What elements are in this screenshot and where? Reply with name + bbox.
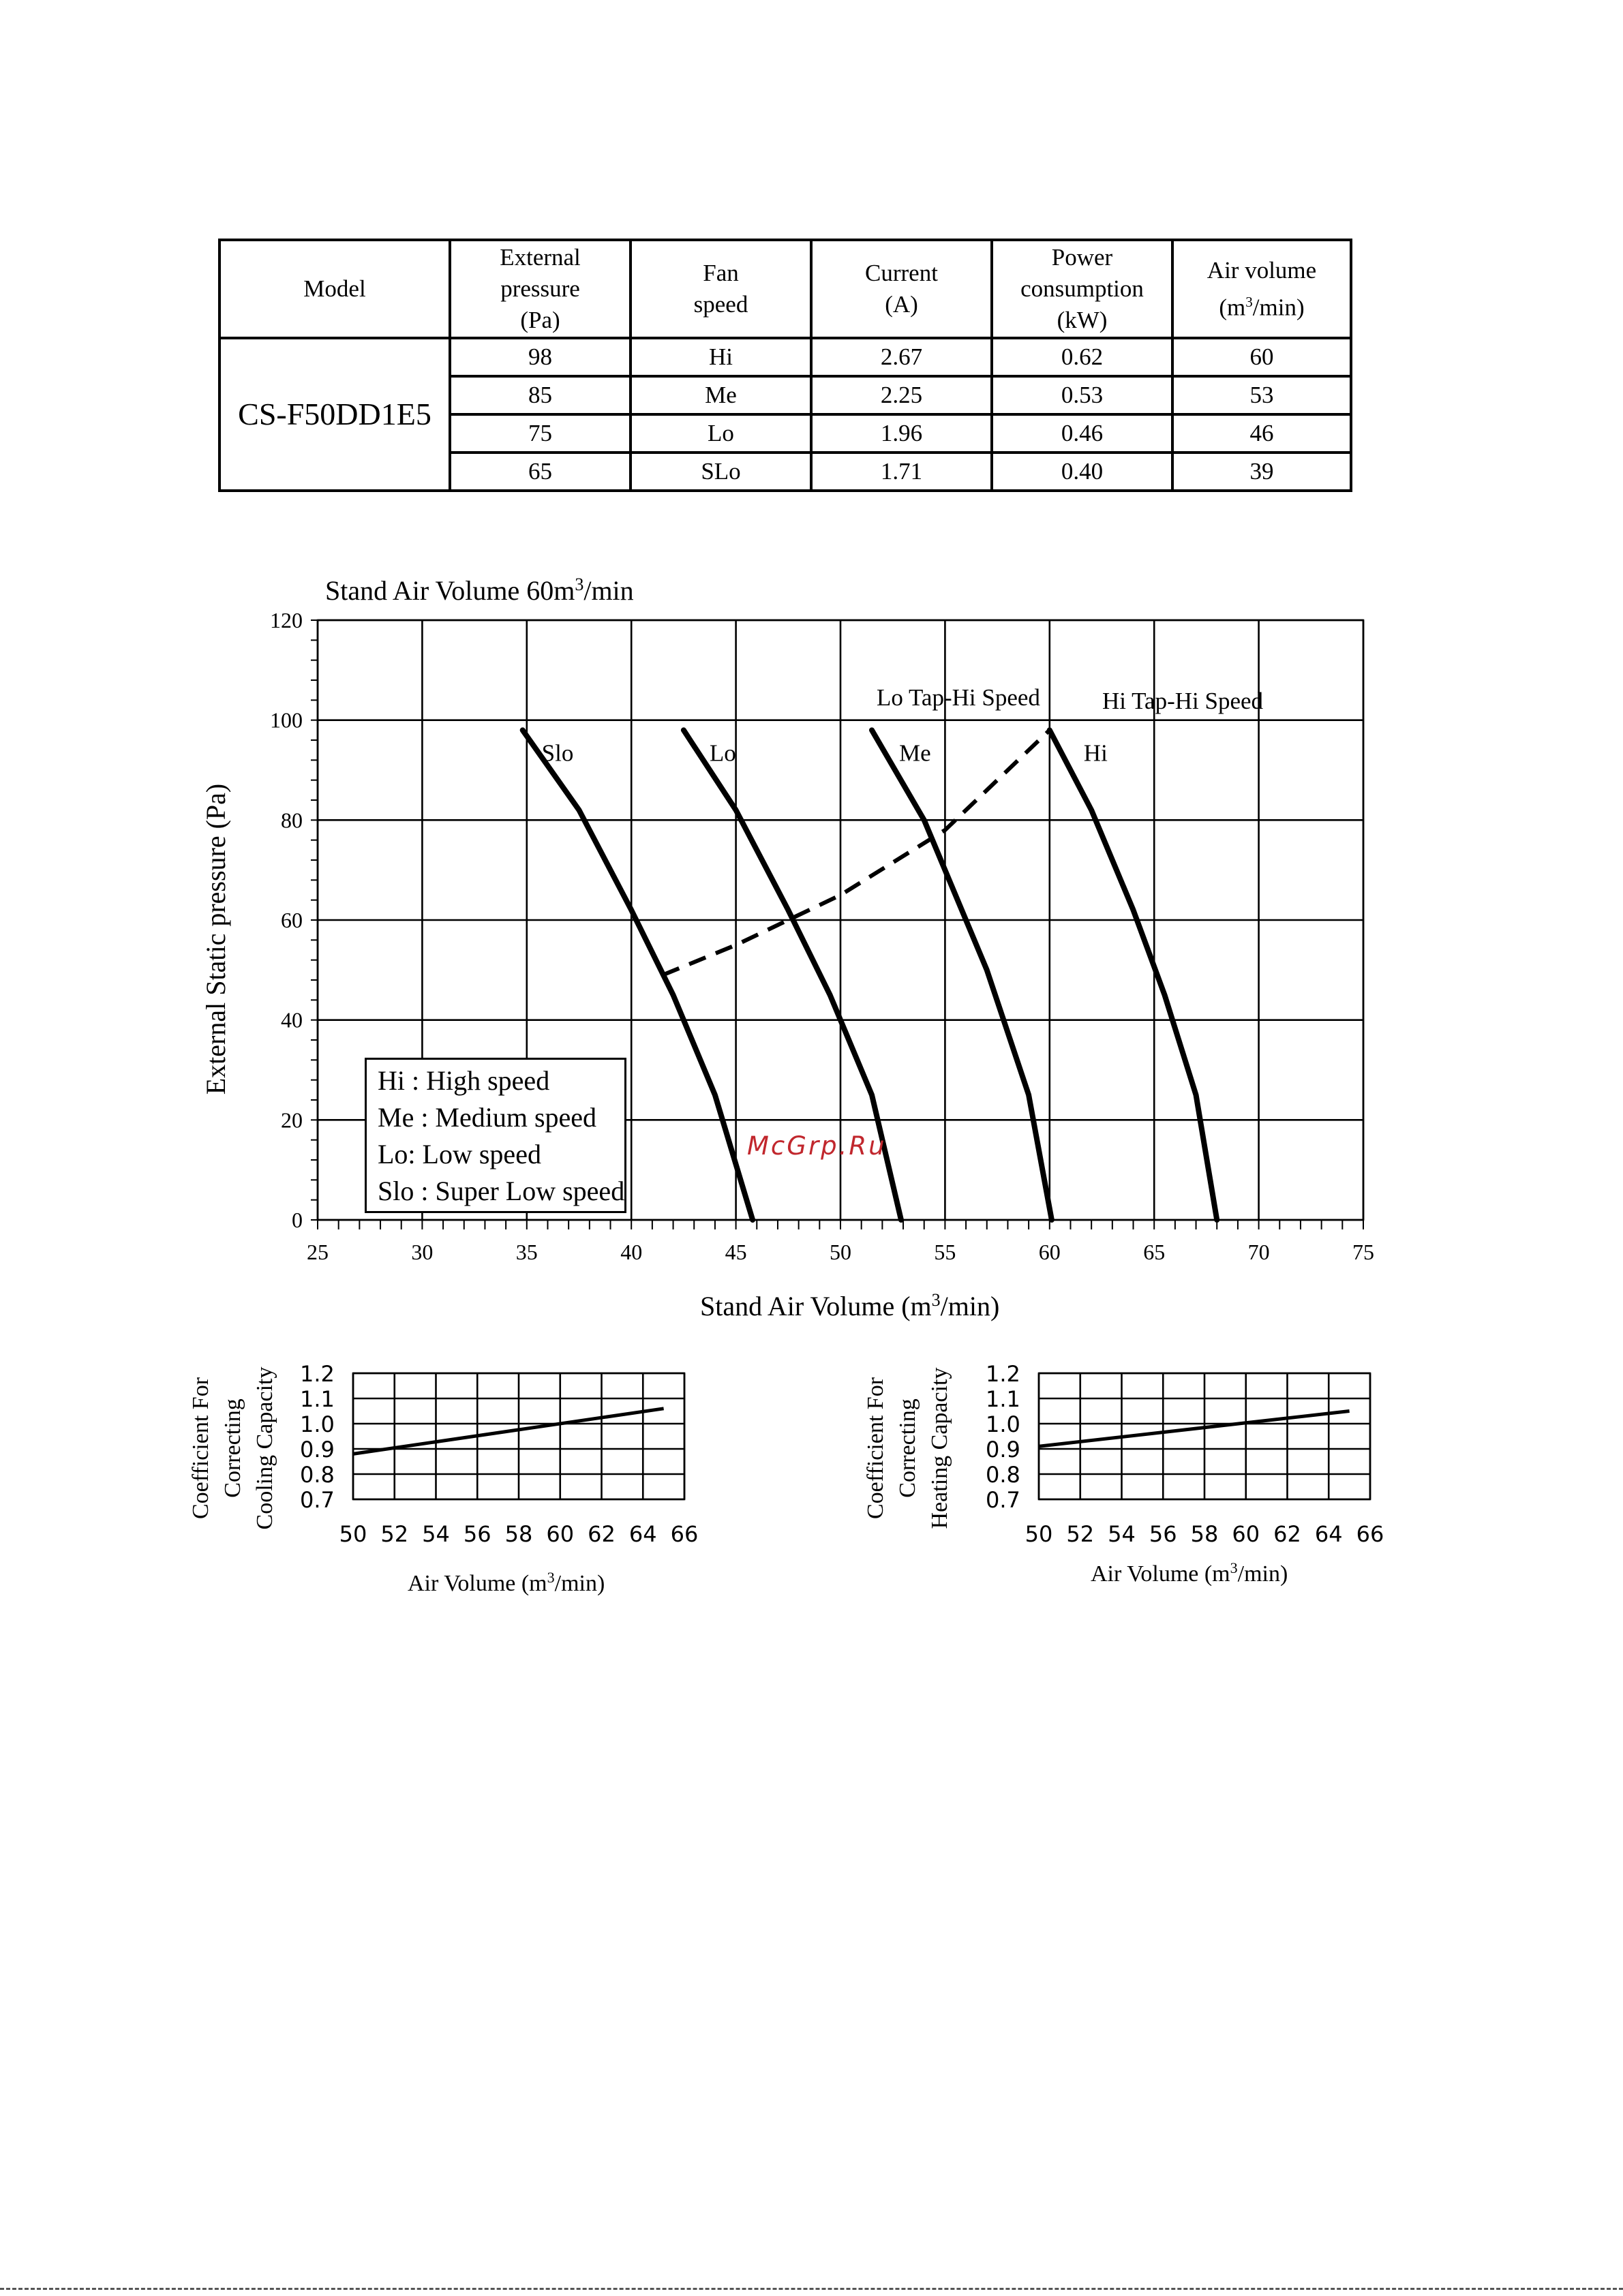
power-cell: 0.53 bbox=[992, 376, 1172, 414]
power-cell: 0.46 bbox=[992, 414, 1172, 453]
header-fan-speed: Fan speed bbox=[631, 240, 811, 338]
svg-text:Heating Capacity: Heating Capacity bbox=[927, 1367, 952, 1529]
speed-cell: Lo bbox=[631, 414, 811, 453]
legend-item-lo: Lo: Low speed bbox=[378, 1139, 541, 1169]
coef-y-tick-label: 0.7 bbox=[986, 1487, 1020, 1513]
coef-x-tick-label: 66 bbox=[1356, 1521, 1384, 1547]
legend-item-hi: Hi : High speed bbox=[378, 1065, 550, 1096]
svg-text:Correcting: Correcting bbox=[220, 1398, 245, 1498]
coef-y-tick-label: 1.2 bbox=[300, 1361, 335, 1387]
pressure-cell: 85 bbox=[450, 376, 631, 414]
coef-x-tick-label: 66 bbox=[670, 1521, 699, 1547]
heating-x-axis-label: Air Volume $(m^3/\min)$ bbox=[1091, 1559, 1288, 1587]
curve-label-lo: Lo bbox=[709, 739, 736, 767]
speed-cell: SLo bbox=[631, 453, 811, 491]
main-chart-title: Stand Air Volume $60m^3/\min$ bbox=[325, 574, 634, 606]
current-cell: 2.67 bbox=[811, 338, 992, 376]
coef-x-tick-label: 50 bbox=[1025, 1521, 1053, 1547]
coef-x-tick-label: 50 bbox=[339, 1521, 367, 1547]
legend-item-me: Me : Medium speed bbox=[378, 1102, 597, 1133]
coef-x-tick-label: 60 bbox=[546, 1521, 575, 1547]
page-bottom-rule bbox=[0, 2288, 1623, 2290]
current-cell: 1.71 bbox=[811, 453, 992, 491]
heating-y-axis-label bbox=[863, 1368, 952, 1529]
x-tick-label: 60 bbox=[1038, 1240, 1061, 1264]
x-tick-label: 35 bbox=[515, 1240, 538, 1264]
coef-x-tick-label: 58 bbox=[504, 1521, 533, 1547]
coef-x-tick-label: 64 bbox=[628, 1521, 657, 1547]
air-cell: 46 bbox=[1172, 414, 1351, 453]
speed-cell: Me bbox=[631, 376, 811, 414]
coef-x-tick-label: 62 bbox=[588, 1521, 616, 1547]
coef-y-tick-label: 0.8 bbox=[986, 1462, 1020, 1488]
lo-tap-annotation: Lo Tap-Hi Speed bbox=[877, 684, 1040, 711]
coef-y-tick-label: 0.7 bbox=[300, 1487, 335, 1513]
curve-label-hi: Hi bbox=[1083, 739, 1108, 767]
main-y-axis-label: External Static pressure (Pa) bbox=[200, 783, 231, 1095]
x-tick-label: 40 bbox=[620, 1240, 643, 1264]
header-current: Current (A) bbox=[811, 240, 992, 338]
curve-label-me: Me bbox=[899, 739, 931, 767]
coef-y-tick-label: 1.0 bbox=[300, 1411, 335, 1437]
y-tick-label: 60 bbox=[281, 908, 303, 932]
coef-y-tick-label: 0.9 bbox=[986, 1437, 1020, 1463]
y-tick-label: 120 bbox=[270, 608, 303, 632]
x-tick-label: 75 bbox=[1352, 1240, 1374, 1264]
power-cell: 0.62 bbox=[992, 338, 1172, 376]
coef-y-tick-label: 1.1 bbox=[300, 1386, 335, 1412]
air-cell: 39 bbox=[1172, 453, 1351, 491]
speed-cell: Hi bbox=[631, 338, 811, 376]
coef-x-tick-label: 54 bbox=[1108, 1521, 1136, 1547]
watermark: McGrp.Ru bbox=[747, 1131, 887, 1161]
coef-y-tick-label: 0.9 bbox=[300, 1437, 335, 1463]
coef-x-tick-label: 64 bbox=[1314, 1521, 1343, 1547]
y-tick-label: 20 bbox=[281, 1107, 303, 1133]
coef-y-tick-label: 1.0 bbox=[986, 1411, 1020, 1437]
coef-x-tick-label: 52 bbox=[1066, 1521, 1095, 1547]
x-tick-label: 65 bbox=[1143, 1240, 1166, 1264]
pressure-cell: 98 bbox=[450, 338, 631, 376]
x-tick-label: 30 bbox=[411, 1240, 434, 1264]
air-cell: 53 bbox=[1172, 376, 1351, 414]
coef-x-tick-label: 52 bbox=[380, 1521, 409, 1547]
coef-x-tick-label: 60 bbox=[1232, 1521, 1260, 1547]
x-tick-label: 45 bbox=[725, 1240, 747, 1264]
curve-label-slo: Slo bbox=[541, 739, 574, 767]
x-tick-label: 25 bbox=[307, 1240, 329, 1264]
coef-x-tick-label: 62 bbox=[1273, 1521, 1301, 1547]
svg-text:Coefficient For: Coefficient For bbox=[863, 1377, 888, 1520]
power-cell: 0.40 bbox=[992, 453, 1172, 491]
hi-tap-annotation: Hi Tap-Hi Speed bbox=[1102, 688, 1264, 714]
pressure-cell: 65 bbox=[450, 453, 631, 491]
current-cell: 1.96 bbox=[811, 414, 992, 453]
coef-y-tick-label: 1.1 bbox=[986, 1386, 1020, 1412]
coef-x-tick-label: 58 bbox=[1190, 1521, 1219, 1547]
coef-y-tick-label: 0.8 bbox=[300, 1462, 335, 1488]
coef-y-tick-label: 1.2 bbox=[986, 1361, 1020, 1387]
pressure-cell: 75 bbox=[450, 414, 631, 453]
svg-text:Coefficient For: Coefficient For bbox=[188, 1377, 213, 1520]
header-external-pressure: External pressure (Pa) bbox=[450, 240, 631, 338]
y-tick-label: 100 bbox=[270, 707, 303, 733]
x-tick-label: 50 bbox=[830, 1240, 851, 1264]
y-tick-label: 40 bbox=[281, 1007, 303, 1032]
coef-x-tick-label: 56 bbox=[1149, 1521, 1177, 1547]
x-tick-label: 55 bbox=[934, 1240, 956, 1264]
svg-text:Cooling Capacity: Cooling Capacity bbox=[252, 1366, 277, 1530]
y-tick-label: 80 bbox=[281, 808, 303, 833]
cooling-x-axis-label: Air Volume $(m^3/\min)$ bbox=[408, 1568, 605, 1596]
main-x-axis-label: Stand Air Volume $(m^3/\min)$ bbox=[700, 1289, 1000, 1321]
x-tick-label: 70 bbox=[1247, 1240, 1270, 1264]
header-air-volume: Air volume $(m^3/\min)$ bbox=[1172, 240, 1351, 338]
legend-item-slo: Slo : Super Low speed bbox=[378, 1176, 625, 1206]
svg-text:Correcting: Correcting bbox=[895, 1398, 920, 1498]
header-model: Model bbox=[219, 240, 450, 338]
coef-x-tick-label: 56 bbox=[463, 1521, 491, 1547]
coef-x-tick-label: 54 bbox=[422, 1521, 450, 1547]
heating-coefficient-line bbox=[1039, 1411, 1350, 1447]
model-cell: CS-F50DD1E5 bbox=[219, 338, 450, 491]
header-power: Power consumption (kW) bbox=[992, 240, 1172, 338]
air-cell: 60 bbox=[1172, 338, 1351, 376]
y-tick-label: 0 bbox=[292, 1208, 303, 1232]
current-cell: 2.25 bbox=[811, 376, 992, 414]
